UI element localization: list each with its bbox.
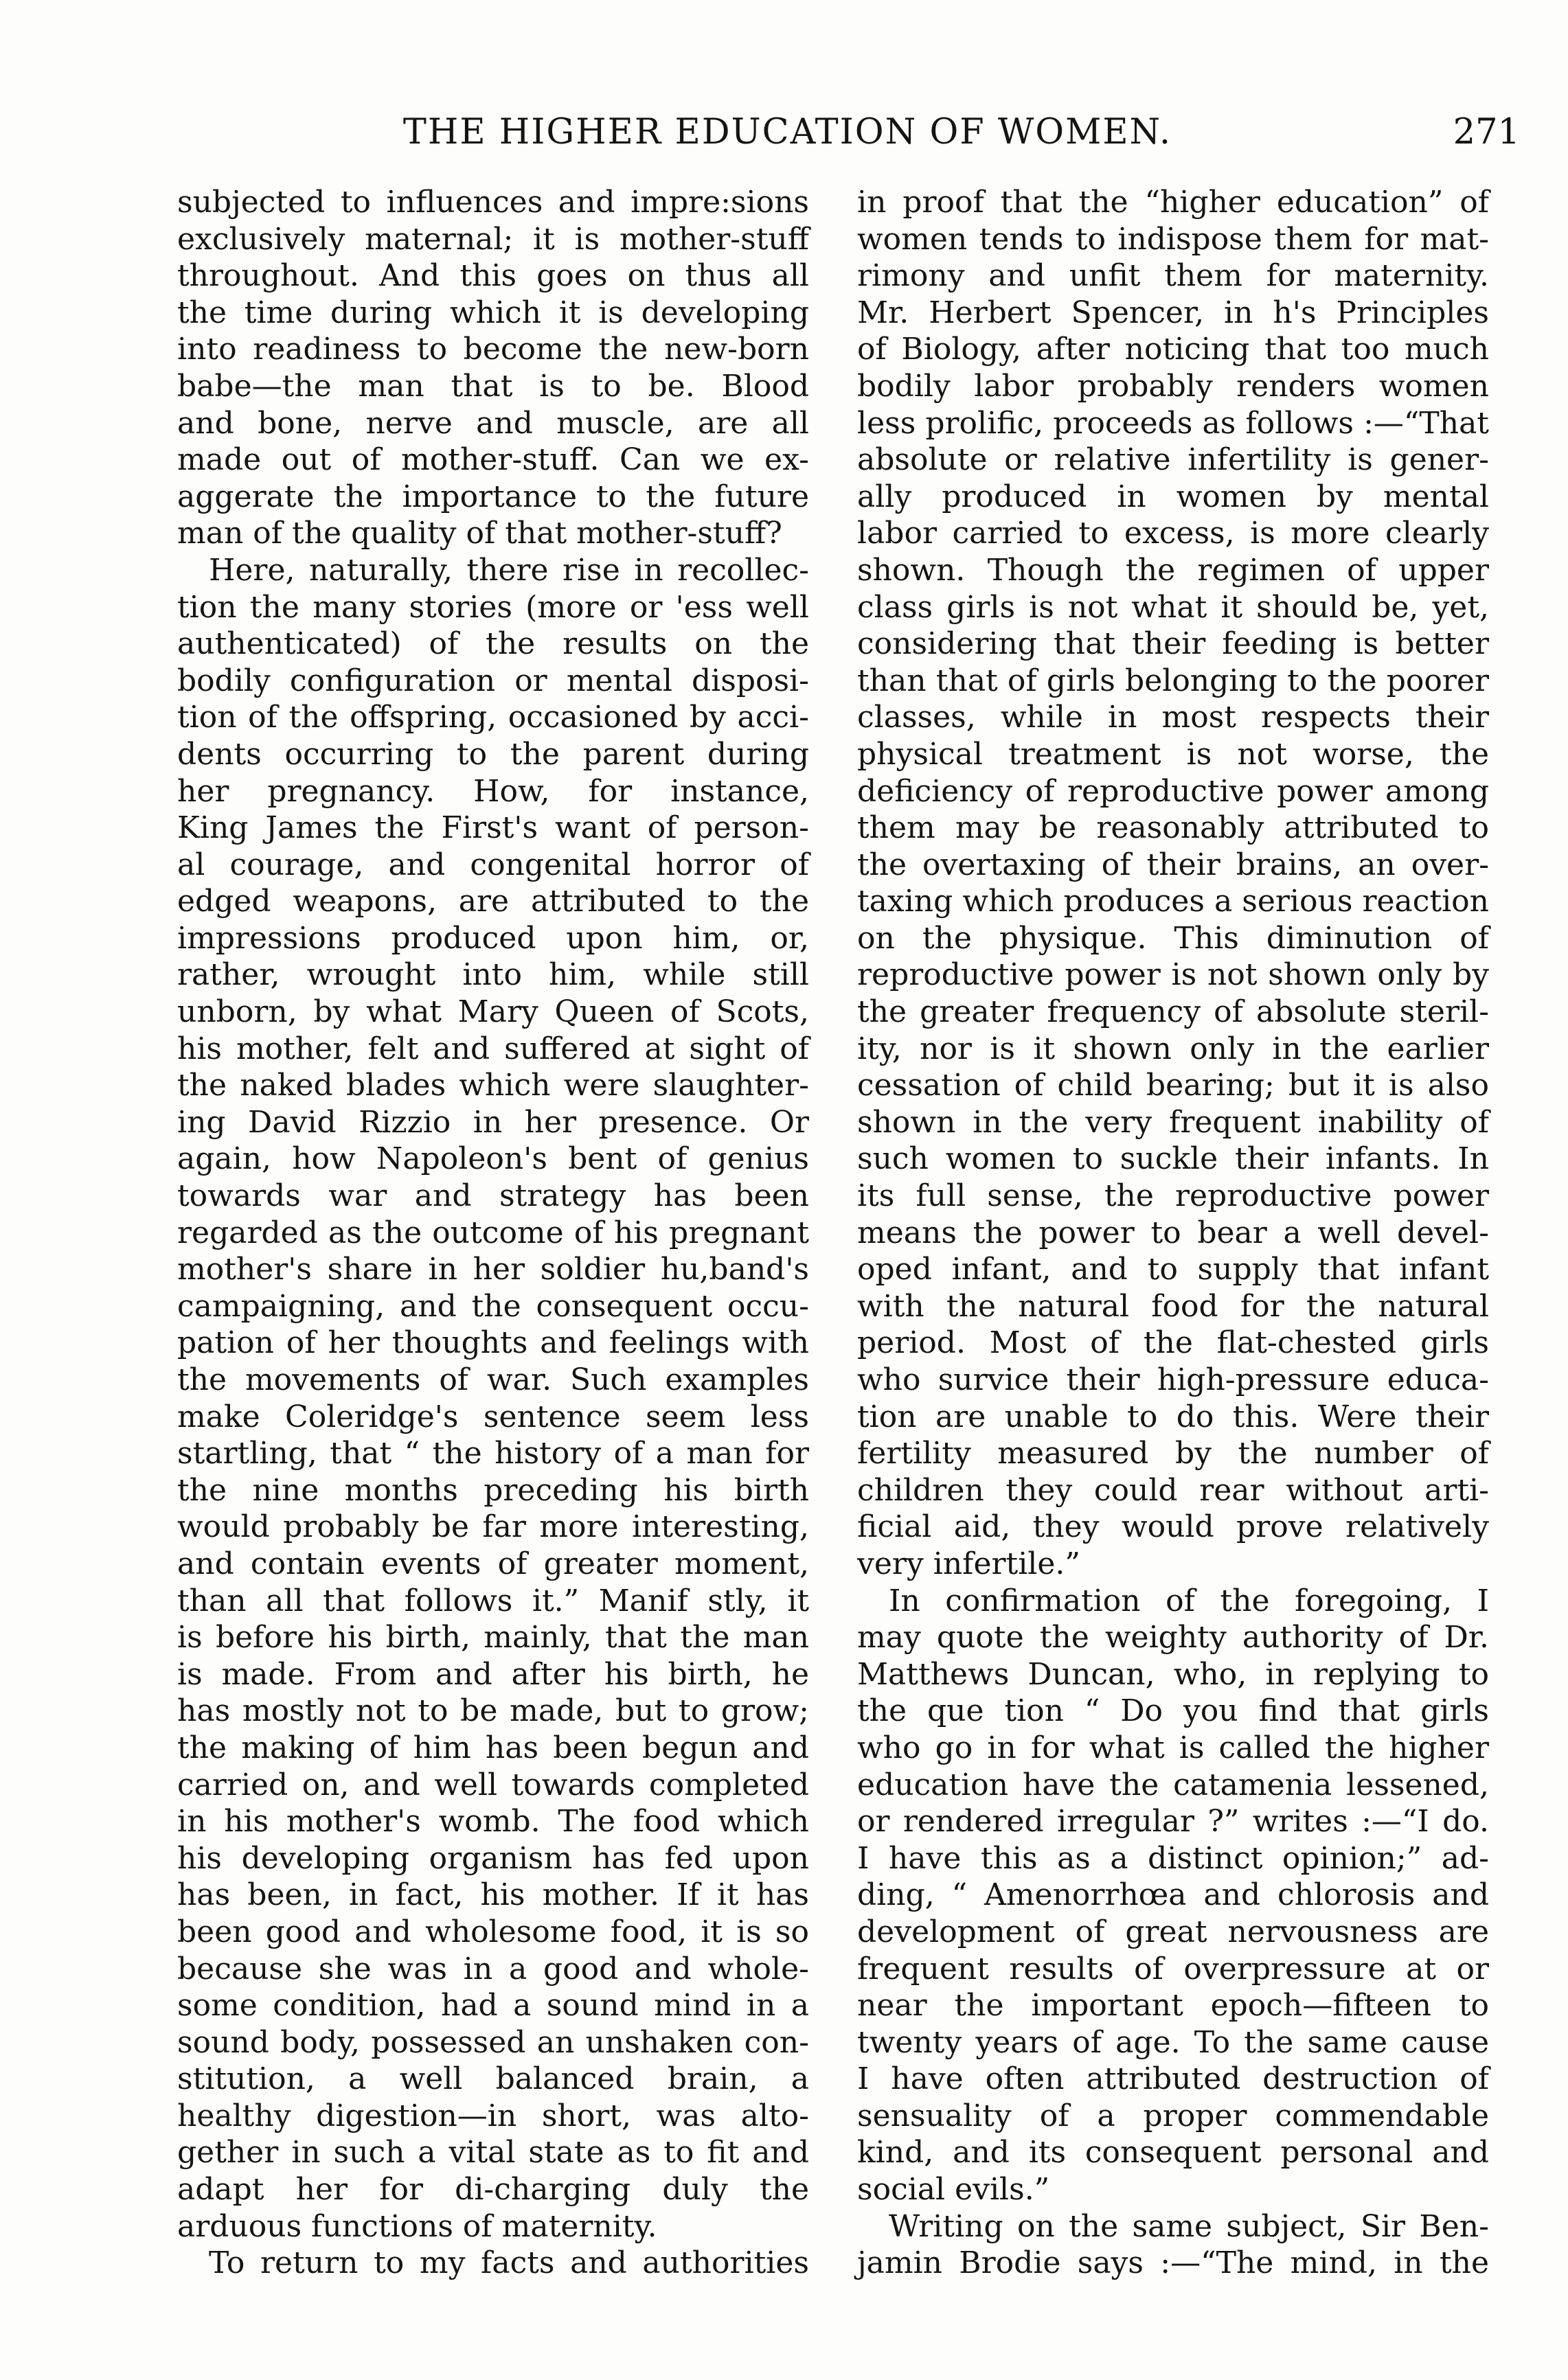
text-line: would probably be far more interesting, bbox=[177, 1509, 809, 1545]
page-number: 271 bbox=[1453, 112, 1520, 152]
text-line: I have often attributed destruction of bbox=[857, 2061, 1489, 2097]
text-line: man of the quality of that mother-stuff? bbox=[177, 516, 782, 551]
text-line: Writing on the same subject, Sir Ben- bbox=[889, 2208, 1489, 2244]
text-line: than that of girls belonging to the poorer bbox=[857, 663, 1489, 698]
text-line: who go in for what is called the higher bbox=[857, 1730, 1489, 1765]
text-line: the que tion “ Do you find that girls bbox=[857, 1693, 1489, 1729]
text-line: the nine months preceding his birth bbox=[177, 1472, 809, 1508]
text-line: tion of the offspring, occasioned by acci- bbox=[177, 700, 809, 735]
text-line: impressions produced upon him, or, bbox=[177, 920, 809, 956]
text-line: is made. From and after his birth, he bbox=[177, 1656, 809, 1692]
text-line: her pregnancy. How, for instance, bbox=[177, 773, 809, 809]
text-line: dents occurring to the parent during bbox=[177, 736, 809, 772]
text-line: make Coleridge's sentence seem less bbox=[177, 1399, 809, 1434]
text-line: the overtaxing of their brains, an over- bbox=[857, 847, 1489, 882]
text-line: again, how Napoleon's bent of genius bbox=[177, 1141, 809, 1177]
text-line: in his mother's womb. The food which bbox=[177, 1804, 809, 1840]
page-header bbox=[179, 108, 1520, 157]
text-line: babe—the man that is to be. Blood bbox=[177, 368, 809, 404]
text-line: his developing organism has fed upon bbox=[177, 1840, 809, 1876]
text-line: classes, while in most respects their bbox=[857, 700, 1489, 735]
text-line: less prolific, proceeds as follows :—“That bbox=[857, 405, 1489, 441]
text-line: healthy digestion—in short, was alto- bbox=[177, 2098, 809, 2133]
text-line: gether in such a vital state as to fit and bbox=[177, 2135, 809, 2171]
text-line: ally produced in women by mental bbox=[857, 479, 1489, 514]
text-line: made out of mother-stuff. Can we ex- bbox=[177, 442, 809, 478]
text-line: tion the many stories (more or 'ess well bbox=[177, 589, 809, 625]
text-line: rather, wrought into him, while still bbox=[177, 957, 809, 993]
text-line: adapt her for di-charging duly the bbox=[177, 2172, 809, 2208]
left-text-column bbox=[177, 184, 809, 2282]
text-line: period. Most of the flat-chested girls bbox=[857, 1325, 1489, 1361]
text-line: women tends to indispose them for mat- bbox=[857, 221, 1489, 257]
right-text-column bbox=[857, 184, 1489, 2282]
text-line: and contain events of greater moment, bbox=[177, 1546, 809, 1581]
text-line: sound body, possessed an unshaken con- bbox=[177, 2024, 809, 2060]
text-line: ficial aid, they would prove relatively bbox=[857, 1509, 1489, 1545]
text-line: authenticated) of the results on the bbox=[177, 626, 809, 662]
text-line: aggerate the importance to the future bbox=[177, 479, 809, 514]
text-line: Matthews Duncan, who, in replying to bbox=[857, 1656, 1489, 1692]
text-line: al courage, and congenital horror of bbox=[177, 847, 809, 882]
text-line: throughout. And this goes on thus all bbox=[177, 258, 809, 294]
text-line: King James the First's want of person- bbox=[177, 810, 809, 846]
text-line: arduous functions of maternity. bbox=[177, 2208, 657, 2244]
text-line: sensuality of a proper commendable bbox=[857, 2098, 1489, 2133]
text-line: ity, nor is it shown only in the earlier bbox=[857, 1031, 1489, 1066]
text-line: near the important epoch—fifteen to bbox=[857, 1988, 1489, 2024]
text-line: deficiency of reproductive power among bbox=[857, 773, 1489, 809]
text-line: mother's share in her soldier hu,band's bbox=[177, 1252, 809, 1288]
running-title: THE HIGHER EDUCATION OF WOMEN. bbox=[402, 112, 1172, 152]
text-line: with the natural food for the natural bbox=[857, 1288, 1489, 1324]
text-line: or rendered irregular ?” writes :—“I do. bbox=[857, 1804, 1489, 1840]
text-line: children they could rear without arti- bbox=[857, 1472, 1489, 1508]
text-line: such women to suckle their infants. In bbox=[857, 1141, 1489, 1177]
text-line: the naked blades which were slaughter- bbox=[177, 1068, 809, 1103]
text-line: jamin Brodie says :—“The mind, in the bbox=[857, 2245, 1489, 2281]
text-line: shown. Though the regimen of upper bbox=[857, 552, 1489, 588]
text-line: bodily labor probably renders women bbox=[857, 368, 1489, 404]
text-line: the time during which it is developing bbox=[177, 295, 809, 330]
text-line: means the power to bear a well devel- bbox=[857, 1215, 1489, 1250]
text-line: into readiness to become the new-born bbox=[177, 332, 809, 367]
text-line: towards war and strategy has been bbox=[177, 1178, 809, 1214]
text-line: pation of her thoughts and feelings with bbox=[177, 1325, 809, 1361]
text-line: regarded as the outcome of his pregnant bbox=[177, 1215, 809, 1250]
text-line: edged weapons, are attributed to the bbox=[177, 884, 809, 919]
text-line: oped infant, and to supply that infant bbox=[857, 1252, 1489, 1288]
text-line: fertility measured by the number of bbox=[857, 1436, 1489, 1472]
text-line: been good and wholesome food, it is so bbox=[177, 1914, 809, 1949]
text-line: who survice their high-pressure educa- bbox=[857, 1362, 1489, 1397]
text-line: reproductive power is not shown only by bbox=[857, 957, 1489, 993]
text-line: carried on, and well towards completed bbox=[177, 1767, 809, 1803]
text-line: subjected to influences and impre:sions bbox=[177, 185, 809, 220]
text-line: in proof that the “higher education” of bbox=[857, 185, 1489, 220]
text-line: its full sense, the reproductive power bbox=[857, 1178, 1489, 1214]
text-line: on the physique. This diminution of bbox=[857, 920, 1489, 956]
text-line: of Biology, after noticing that too much bbox=[857, 332, 1489, 367]
text-line: absolute or relative infertility is gener- bbox=[857, 442, 1489, 478]
text-line: ding, “ Amenorrhœa and chlorosis and bbox=[857, 1877, 1489, 1913]
text-line: bodily configuration or mental disposi- bbox=[177, 663, 809, 698]
text-line: than all that follows it.” Manif stly, it bbox=[177, 1583, 809, 1618]
text-line: education have the catamenia lessened, bbox=[857, 1767, 1489, 1803]
text-line: social evils.” bbox=[857, 2172, 1050, 2208]
text-line: frequent results of overpressure at or bbox=[857, 1951, 1489, 1987]
text-line: has mostly not to be made, but to grow; bbox=[177, 1693, 809, 1729]
text-line: them may be reasonably attributed to bbox=[857, 810, 1489, 846]
text-line: Mr. Herbert Spencer, in h's Principles bbox=[857, 295, 1489, 330]
text-line: physical treatment is not worse, the bbox=[857, 736, 1489, 772]
text-line: kind, and its consequent personal and bbox=[857, 2135, 1489, 2171]
text-line: the greater frequency of absolute steril- bbox=[857, 994, 1489, 1030]
text-line: some condition, had a sound mind in a bbox=[177, 1988, 809, 2024]
text-line: startling, that “ the history of a man for bbox=[177, 1436, 809, 1472]
text-line: may quote the weighty authority of Dr. bbox=[857, 1620, 1489, 1656]
text-line: development of great nervousness are bbox=[857, 1914, 1489, 1949]
text-line: I have this as a distinct opinion;” ad- bbox=[857, 1840, 1489, 1876]
text-line: has been, in fact, his mother. If it has bbox=[177, 1877, 809, 1913]
text-line: cessation of child bearing; but it is also bbox=[857, 1068, 1489, 1103]
text-line: Here, naturally, there rise in recollec- bbox=[209, 552, 809, 588]
text-line: tion are unable to do this. Were their bbox=[857, 1399, 1489, 1434]
text-line: taxing which produces a serious reaction bbox=[857, 884, 1489, 919]
text-line: the movements of war. Such examples bbox=[177, 1362, 809, 1397]
text-line: and bone, nerve and muscle, are all bbox=[177, 405, 809, 441]
text-line: is before his birth, mainly, that the man bbox=[177, 1620, 809, 1656]
text-line: twenty years of age. To the same cause bbox=[857, 2024, 1489, 2060]
text-line: exclusively maternal; it is mother-stuff bbox=[177, 221, 809, 257]
text-line: To return to my facts and authorities bbox=[209, 2245, 809, 2281]
text-line: considering that their feeding is better bbox=[857, 626, 1489, 662]
text-line: campaigning, and the consequent occu- bbox=[177, 1288, 809, 1324]
text-line: unborn, by what Mary Queen of Scots, bbox=[177, 994, 809, 1030]
text-line: shown in the very frequent inability of bbox=[857, 1104, 1489, 1140]
text-line: his mother, felt and suffered at sight of bbox=[177, 1031, 809, 1066]
text-line: In confirmation of the foregoing, I bbox=[889, 1583, 1489, 1618]
text-line: labor carried to excess, is more clearly bbox=[857, 516, 1489, 551]
text-line: class girls is not what it should be, yet, bbox=[857, 589, 1489, 625]
text-line: the making of him has been begun and bbox=[177, 1730, 809, 1765]
text-line: rimony and unfit them for maternity. bbox=[857, 258, 1489, 294]
text-line: stitution, a well balanced brain, a bbox=[177, 2061, 809, 2097]
text-line: very infertile.” bbox=[857, 1546, 1080, 1581]
text-line: ing David Rizzio in her presence. Or bbox=[177, 1104, 809, 1140]
text-line: because she was in a good and whole- bbox=[177, 1951, 809, 1987]
